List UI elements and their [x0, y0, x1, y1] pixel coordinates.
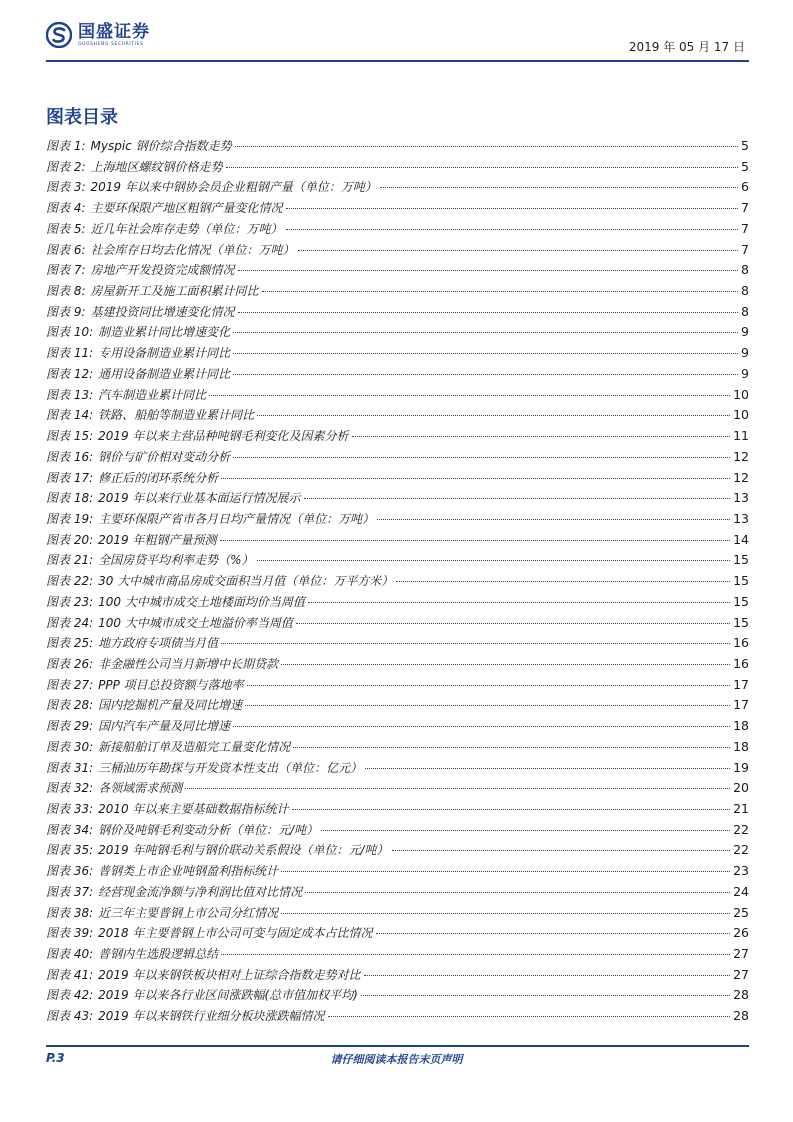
- toc-entry-leader: [293, 746, 730, 748]
- company-name: 国盛证券: [78, 21, 150, 42]
- toc-entry[interactable]: [46, 385, 749, 406]
- toc-entry-label: 图表 11:: [46, 346, 94, 361]
- toc-entry-leader: [321, 829, 730, 831]
- footer-disclaimer: 请仔细阅读本报告末页声明: [330, 1053, 463, 1066]
- toc-entry[interactable]: [46, 861, 749, 882]
- toc-entry-leader: [328, 1015, 731, 1017]
- toc-entry-title: 钢价及吨钢毛利变动分析（单位：元/吨）: [98, 822, 319, 837]
- toc-entry-page: 7: [741, 200, 749, 216]
- toc-entry-label: 图表 4:: [46, 201, 86, 216]
- toc-entry[interactable]: [46, 820, 749, 841]
- toc-entry[interactable]: [46, 633, 749, 654]
- toc-entry-page: 10: [733, 407, 749, 423]
- toc-title: 图表目录: [46, 107, 118, 128]
- logo-icon: [46, 22, 72, 48]
- toc-entry-label: 图表 17:: [46, 470, 94, 485]
- toc-entry-page: 7: [741, 220, 749, 236]
- toc-entry[interactable]: [46, 488, 749, 509]
- toc-entry-label: 图表 36:: [46, 864, 94, 879]
- toc-entry-page: 15: [733, 573, 749, 589]
- toc-entry-leader: [209, 394, 730, 396]
- toc-entry[interactable]: [46, 882, 749, 903]
- toc-entry[interactable]: [46, 240, 749, 261]
- toc-entry-label: 图表 29:: [46, 719, 94, 734]
- toc-entry-label: 图表 26:: [46, 656, 94, 671]
- toc-entry-page: 19: [733, 759, 749, 775]
- toc-entry[interactable]: [46, 468, 749, 489]
- toc-entry[interactable]: [46, 509, 749, 530]
- toc-entry-title: 经营现金流净额与净利润比值对比情况: [98, 884, 303, 899]
- toc-entry-label: 图表 31:: [46, 760, 94, 775]
- toc-entry-label: 图表 19:: [46, 511, 94, 526]
- toc-entry-page: 5: [741, 158, 749, 174]
- toc-entry-page: 26: [733, 925, 749, 941]
- toc-entry-label: 图表 37:: [46, 884, 94, 899]
- toc-entry-page: 6: [741, 179, 749, 195]
- toc-entry-label: 图表 1:: [46, 139, 86, 153]
- toc-entry-page: 8: [741, 303, 749, 319]
- toc-entry-label: 图表 33:: [46, 802, 94, 816]
- toc-entry-leader: [221, 477, 730, 479]
- toc-entry[interactable]: [46, 550, 749, 571]
- company-subtitle: GUOSHENG SECURITIES: [78, 41, 144, 47]
- toc-entry-title: 修正后的闭环系统分析: [98, 470, 219, 485]
- toc-entry-label: 图表 32:: [46, 781, 94, 796]
- toc-entry-label: 图表 5:: [46, 221, 86, 236]
- toc-entry-leader: [235, 145, 738, 147]
- toc-entry[interactable]: [46, 944, 749, 965]
- toc-entry-title: 2019 年以来钢铁板块相对上证综合指数走势对比: [98, 967, 361, 982]
- toc-entry-leader: [221, 953, 730, 955]
- toc-entry[interactable]: [46, 654, 749, 675]
- toc-entry-page: 18: [733, 738, 749, 754]
- toc-entry[interactable]: [46, 758, 749, 779]
- toc-entry-leader: [233, 331, 738, 333]
- toc-entry[interactable]: [46, 571, 749, 592]
- toc-entry-title: 房地产开发投资完成额情况: [90, 263, 235, 278]
- toc-entry-title: 100 大中城市成交土地溢价率当周值: [98, 615, 293, 630]
- toc-entry-leader: [308, 601, 730, 603]
- toc-entry-label: 图表 28:: [46, 698, 94, 713]
- toc-entry-label: 图表 16:: [46, 449, 94, 464]
- company-logo: [46, 22, 150, 48]
- report-date: 2019 年 05 月 17 日: [628, 40, 745, 54]
- toc-entry-page: 14: [733, 531, 749, 547]
- toc-entry-title: 地方政府专项债当月值: [98, 636, 219, 651]
- toc-entry-label: 图表 18:: [46, 491, 94, 506]
- toc-entry-label: 图表 13:: [46, 387, 94, 402]
- toc-entry-page: 15: [733, 593, 749, 609]
- toc-entry-leader: [365, 767, 730, 769]
- toc-entry-leader: [392, 849, 731, 851]
- toc-entry[interactable]: [46, 799, 749, 820]
- toc-entry-title: 2018 年主要普钢上市公司可变与固定成本占比情况: [98, 926, 373, 941]
- toc-entry-leader: [304, 497, 731, 499]
- toc-entry-title: 国内汽车产量及同比增速: [98, 719, 231, 734]
- toc-entry[interactable]: [46, 260, 749, 281]
- toc-list: [46, 136, 749, 1027]
- toc-entry[interactable]: [46, 281, 749, 302]
- toc-entry-title: 主要环保限产地区粗钢产量变化情况: [90, 201, 283, 216]
- toc-entry-page: 22: [733, 842, 749, 858]
- toc-entry-page: 10: [733, 386, 749, 402]
- toc-entry-page: 13: [733, 490, 749, 506]
- toc-entry-page: 17: [733, 676, 749, 692]
- toc-entry-leader: [233, 456, 730, 458]
- toc-entry-page: 24: [733, 883, 749, 899]
- toc-entry-title: 30 大中城市商品房成交面积当月值（单位：万平方米）: [98, 574, 394, 589]
- toc-entry-leader: [281, 663, 730, 665]
- toc-entry[interactable]: [46, 675, 749, 696]
- toc-entry-page: 22: [733, 821, 749, 837]
- toc-entry-page: 20: [733, 780, 749, 796]
- toc-entry-title: 2010 年以来主要基础数据指标统计: [98, 802, 289, 816]
- toc-entry-label: 图表 40:: [46, 947, 94, 962]
- toc-entry-leader: [296, 622, 730, 624]
- toc-entry[interactable]: [46, 405, 749, 426]
- toc-entry-leader: [376, 932, 731, 934]
- toc-entry[interactable]: [46, 343, 749, 364]
- toc-entry[interactable]: [46, 177, 749, 198]
- toc-entry-label: 图表 15:: [46, 429, 94, 444]
- toc-entry-leader: [220, 539, 731, 541]
- toc-entry-page: 16: [733, 635, 749, 651]
- toc-entry-title: 2019 年以来主营品种吨钢毛利变化及因素分析: [98, 429, 349, 444]
- toc-entry-label: 图表 24:: [46, 615, 94, 630]
- toc-entry[interactable]: [46, 778, 749, 799]
- toc-entry-leader: [233, 373, 738, 375]
- toc-entry-title: 2019 年以来行业基本面运行情况展示: [98, 491, 301, 506]
- toc-entry-page: 27: [733, 966, 749, 982]
- toc-entry-title: 各领域需求预测: [98, 781, 183, 796]
- toc-entry-leader: [281, 870, 730, 872]
- page-number: P.3: [46, 1051, 65, 1065]
- toc-entry[interactable]: [46, 716, 749, 737]
- toc-entry-page: 7: [741, 241, 749, 257]
- toc-entry-label: 图表 34:: [46, 822, 94, 837]
- toc-entry-title: 全国房贷平均利率走势（%）: [98, 553, 254, 568]
- toc-entry-title: 房屋新开工及施工面积累计同比: [90, 284, 259, 299]
- toc-entry-label: 图表 12:: [46, 366, 94, 381]
- toc-entry-page: 16: [733, 655, 749, 671]
- toc-entry-label: 图表 2:: [46, 159, 86, 174]
- toc-entry-page: 8: [741, 262, 749, 278]
- toc-entry-title: 2019 年吨钢毛利与钢价联动关系假设（单位：元/吨）: [98, 843, 389, 858]
- toc-entry-title: 新接船舶订单及造船完工量变化情况: [98, 739, 291, 754]
- toc-entry-page: 5: [741, 138, 749, 153]
- toc-entry-label: 图表 27:: [46, 677, 94, 692]
- toc-entry-leader: [352, 435, 731, 437]
- toc-entry-page: 9: [741, 324, 749, 340]
- toc-entry-title: Myspic 钢价综合指数走势: [90, 139, 232, 153]
- toc-entry-label: 图表 6:: [46, 242, 86, 257]
- toc-entry-page: 27: [733, 946, 749, 962]
- toc-entry-leader: [305, 891, 730, 893]
- toc-entry-title: 2019 年以来钢铁行业细分板块涨跌幅情况: [98, 1009, 325, 1024]
- toc-entry-leader: [361, 994, 730, 996]
- toc-entry-leader: [247, 684, 730, 686]
- toc-entry-title: 近几年社会库存走势（单位：万吨）: [90, 221, 283, 236]
- toc-entry-page: 23: [733, 863, 749, 879]
- toc-entry-page: 15: [733, 552, 749, 568]
- toc-entry-title: 通用设备制造业累计同比: [98, 366, 231, 381]
- toc-entry[interactable]: [46, 592, 749, 613]
- toc-entry-title: 铁路、船舶等制造业累计同比: [98, 408, 255, 423]
- toc-entry-page: 9: [741, 345, 749, 361]
- toc-entry-label: 图表 21:: [46, 553, 94, 568]
- toc-entry-label: 图表 7:: [46, 263, 86, 278]
- toc-entry-leader: [185, 787, 730, 789]
- toc-entry-label: 图表 25:: [46, 636, 94, 651]
- toc-entry-label: 图表 35:: [46, 843, 94, 858]
- toc-entry-leader: [233, 352, 738, 354]
- toc-entry-title: 近三年主要普钢上市公司分红情况: [98, 905, 279, 920]
- toc-entry-page: 11: [733, 428, 749, 444]
- toc-entry-leader: [292, 808, 731, 810]
- toc-entry[interactable]: [46, 695, 749, 716]
- toc-entry-title: 100 大中城市成交土地楼面均价当周值: [98, 594, 305, 609]
- toc-entry-title: 国内挖掘机产量及同比增速: [98, 698, 243, 713]
- toc-entry[interactable]: [46, 840, 749, 861]
- toc-entry-label: 图表 43:: [46, 1009, 94, 1024]
- toc-entry-leader: [377, 518, 730, 520]
- toc-entry[interactable]: [46, 903, 749, 924]
- toc-entry-leader: [221, 642, 730, 644]
- toc-entry[interactable]: [46, 447, 749, 468]
- toc-entry-label: 图表 8:: [46, 284, 86, 299]
- toc-entry-leader: [257, 414, 730, 416]
- toc-entry-page: 12: [733, 448, 749, 464]
- toc-entry-leader: [257, 559, 731, 561]
- toc-entry-page: 28: [733, 987, 749, 1003]
- toc-entry-label: 图表 20:: [46, 532, 94, 547]
- header-divider: [46, 60, 749, 62]
- toc-entry[interactable]: [46, 136, 749, 157]
- toc-entry-leader: [262, 290, 739, 292]
- toc-entry-page: 13: [733, 510, 749, 526]
- toc-entry-title: 钢价与矿价相对变动分析: [98, 449, 231, 464]
- toc-entry-page: 28: [733, 1008, 749, 1024]
- toc-entry-label: 图表 9:: [46, 304, 86, 319]
- toc-entry[interactable]: [46, 965, 749, 986]
- toc-entry[interactable]: [46, 613, 749, 634]
- toc-entry-title: 上海地区螺纹钢价格走势: [90, 159, 223, 174]
- toc-entry[interactable]: [46, 985, 749, 1006]
- toc-entry-title: 社会库存日均去化情况（单位：万吨）: [90, 242, 295, 257]
- toc-entry-leader: [281, 912, 730, 914]
- toc-entry[interactable]: [46, 364, 749, 385]
- toc-entry-leader: [233, 725, 730, 727]
- toc-entry-title: 2019 年粗钢产量预测: [98, 532, 217, 547]
- toc-entry[interactable]: [46, 198, 749, 219]
- toc-entry-title: 制造业累计同比增速变化: [98, 325, 231, 340]
- footer-divider: [46, 1045, 749, 1047]
- toc-entry-label: 图表 41:: [46, 967, 94, 982]
- toc-entry-leader: [238, 311, 739, 313]
- toc-entry[interactable]: [46, 923, 749, 944]
- toc-entry-page: 9: [741, 365, 749, 381]
- toc-entry-leader: [245, 704, 730, 706]
- toc-entry[interactable]: [46, 737, 749, 758]
- toc-entry-page: 25: [733, 904, 749, 920]
- toc-entry-label: 图表 14:: [46, 408, 94, 423]
- toc-entry-title: 2019 年以来各行业区间涨跌幅(总市值加权平均): [98, 988, 358, 1003]
- page-header: [0, 0, 793, 64]
- toc-entry[interactable]: [46, 302, 749, 323]
- toc-entry[interactable]: [46, 1006, 749, 1027]
- toc-entry-leader: [380, 186, 738, 188]
- toc-entry-page: 17: [733, 697, 749, 713]
- toc-entry[interactable]: [46, 322, 749, 343]
- toc-entry-label: 图表 22:: [46, 574, 94, 589]
- toc-entry-leader: [238, 269, 739, 271]
- toc-entry-label: 图表 30:: [46, 739, 94, 754]
- toc-entry-label: 图表 39:: [46, 926, 94, 941]
- toc-entry-leader: [396, 580, 730, 582]
- toc-entry-label: 图表 23:: [46, 594, 94, 609]
- toc-entry-title: PPP 项目总投资额与落地率: [98, 677, 244, 692]
- toc-entry-title: 普钢内生选股逻辑总结: [98, 947, 219, 962]
- toc-entry-title: 专用设备制造业累计同比: [98, 346, 231, 361]
- toc-entry-label: 图表 38:: [46, 905, 94, 920]
- toc-entry-leader: [226, 166, 739, 168]
- toc-entry[interactable]: [46, 219, 749, 240]
- toc-entry-title: 三桶油历年勘探与开发资本性支出（单位：亿元）: [98, 760, 363, 775]
- toc-entry-leader: [364, 974, 731, 976]
- toc-entry-leader: [286, 207, 739, 209]
- toc-entry-title: 主要环保限产省市各月日均产量情况（单位：万吨）: [98, 511, 375, 526]
- toc-entry-leader: [298, 249, 739, 251]
- toc-entry-page: 15: [733, 614, 749, 630]
- toc-entry-label: 图表 42:: [46, 988, 94, 1003]
- toc-entry-title: 汽车制造业累计同比: [98, 387, 207, 402]
- toc-entry-leader: [286, 228, 739, 230]
- toc-entry-title: 基建投资同比增速变化情况: [90, 304, 235, 319]
- toc-entry[interactable]: [46, 426, 749, 447]
- toc-entry[interactable]: [46, 530, 749, 551]
- toc-entry-page: 12: [733, 469, 749, 485]
- toc-entry-page: 21: [733, 801, 749, 816]
- toc-entry-title: 2019 年以来中钢协会员企业粗钢产量（单位：万吨）: [90, 180, 377, 195]
- toc-entry-label: 图表 10:: [46, 325, 94, 340]
- toc-entry-title: 普钢类上市企业吨钢盈利指标统计: [98, 864, 279, 879]
- toc-entry[interactable]: [46, 157, 749, 178]
- toc-entry-page: 8: [741, 283, 749, 299]
- toc-entry-title: 非金融性公司当月新增中长期贷款: [98, 656, 279, 671]
- toc-entry-label: 图表 3:: [46, 180, 86, 195]
- toc-entry-page: 18: [733, 718, 749, 734]
